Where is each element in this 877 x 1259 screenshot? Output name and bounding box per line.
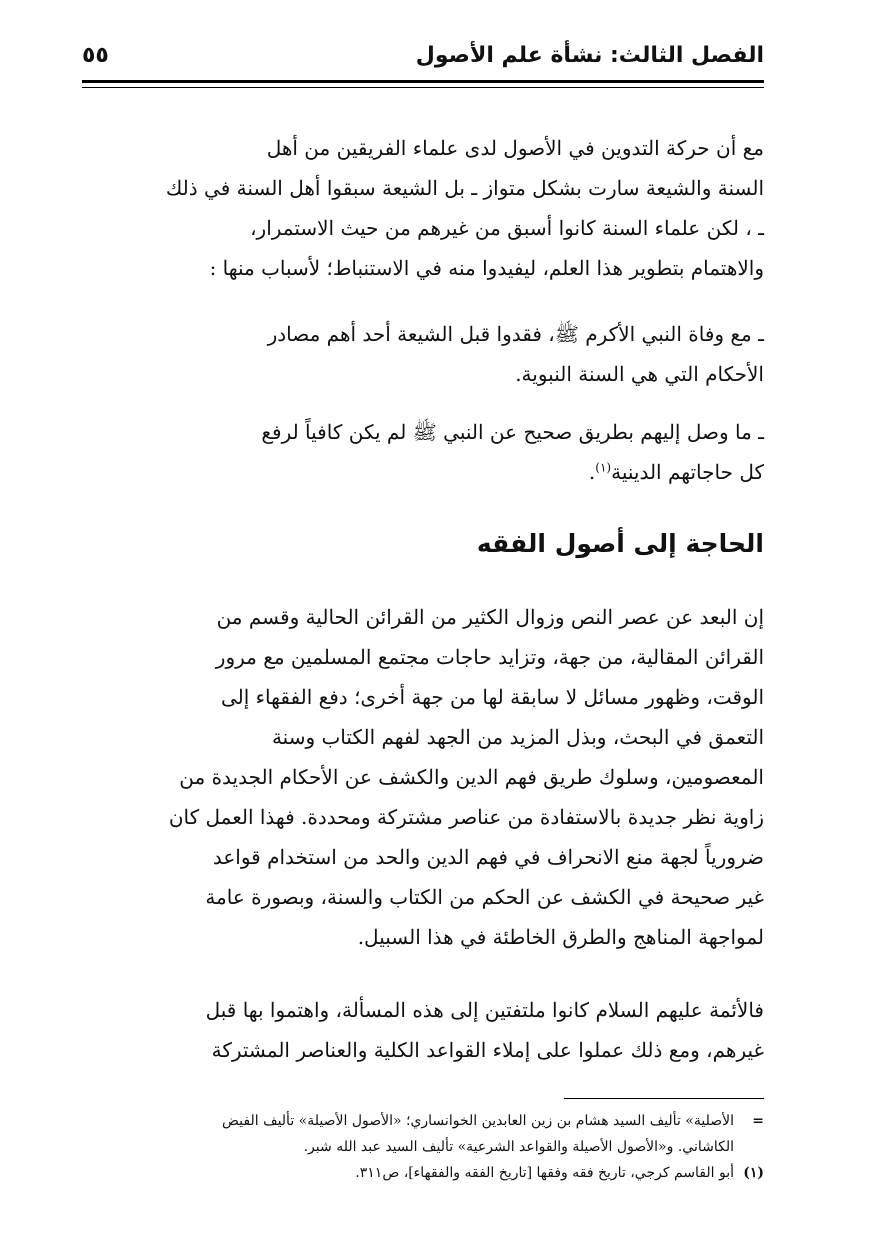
header-rule-thin [82,87,764,88]
paragraph-3: فالأئمة عليهم السلام كانوا ملتفتين إلى هذه المسألة، واهتموا بها قبل غيرهم، ومع ذلك عملوا على إملاء القواعد الكلية والعناصر المشتركة [205,998,764,1062]
running-title: الفصل الثالث: نشأة علم الأصول [415,43,764,68]
header-rule-thick [82,80,764,83]
bullet-item-1: ـ مع وفاة النبي الأكرم ﷺ، فقدوا قبل الشيعة أحد أهم مصادر الأحكام التي هي السنة النبوية. [267,322,764,386]
footnote-continuation-text: الأصلية» تأليف السيد هشام بن زين العابدين الخوانساري؛ «الأصول الأصيلة» تأليف الفيض الكاشاني. و«الأصول الأصيلة والقواعد الشرعية» تأليف السيد عبد الله شبر. [222,1113,734,1155]
page-number: ٥٥ [82,43,109,68]
page-header [82,40,764,74]
footnote-separator [564,1098,764,1099]
footnote-1-marker: (١) [743,1165,764,1181]
bullet-item-2 [82,412,764,492]
footnote-reference-1: (١) [595,460,612,475]
bullet-item-2-text: ـ ما وصل إليهم بطريق صحيح عن النبي ﷺ لم يكن كافياً لرفع كل حاجاتهم الدينية [261,420,764,484]
footnote-1 [82,1160,764,1186]
footnote-1-text: أبو القاسم كرجي، تاريخ فقه وفقها [تاريخ الفقه والفقهاء]، ص٣١١. [355,1165,734,1181]
footnote-continuation [82,1108,764,1160]
bullet-item-2-end: . [588,460,596,484]
section-heading: الحاجة إلى أصول الفقه [476,529,764,558]
paragraph-1: مع أن حركة التدوين في الأصول لدى علماء الفريقين من أهل السنة والشيعة سارت بشكل متواز ـ بل الشيعة سبقوا أهل السنة في ذلك ـ ، لكن علماء السنة كانوا أسبق من غيرهم من حيث الاستمرار، والاهتمام بتطوير هذا العلم، ليفيدوا منه في الاستنباط؛ لأسباب منها : [165,136,764,280]
paragraph-2: إن البعد عن عصر النص وزوال الكثير من القرائن الحالية وقسم من القرائن المقالية، من جهة، وتزايد حاجات مجتمع المسلمين مع مرور الوقت، وظهور مسائل لا سابقة لها من جهة أخرى؛ دفع الفقهاء إلى التعمق في البحث، وبذل المزيد من الجهد لفهم الكتاب وسنة المعصومين، وسلوك طريق فهم الدين والكشف عن الأحكام الجديدة من زاوية نظر جديدة بالاستفادة من عناصر مشتركة ومحددة. فهذا العمل كان ضرورياً لجهة منع الانحراف في فهم الدين والحد من استخدام قواعد غير صحيحة في الكشف عن الحكم من الكتاب والسنة، وبصورة عامة لمواجهة المناهج والطرق الخاطئة في هذا السبيل. [168,605,764,949]
footnotes [82,1108,764,1186]
footnote-continuation-marker: = [752,1113,764,1129]
